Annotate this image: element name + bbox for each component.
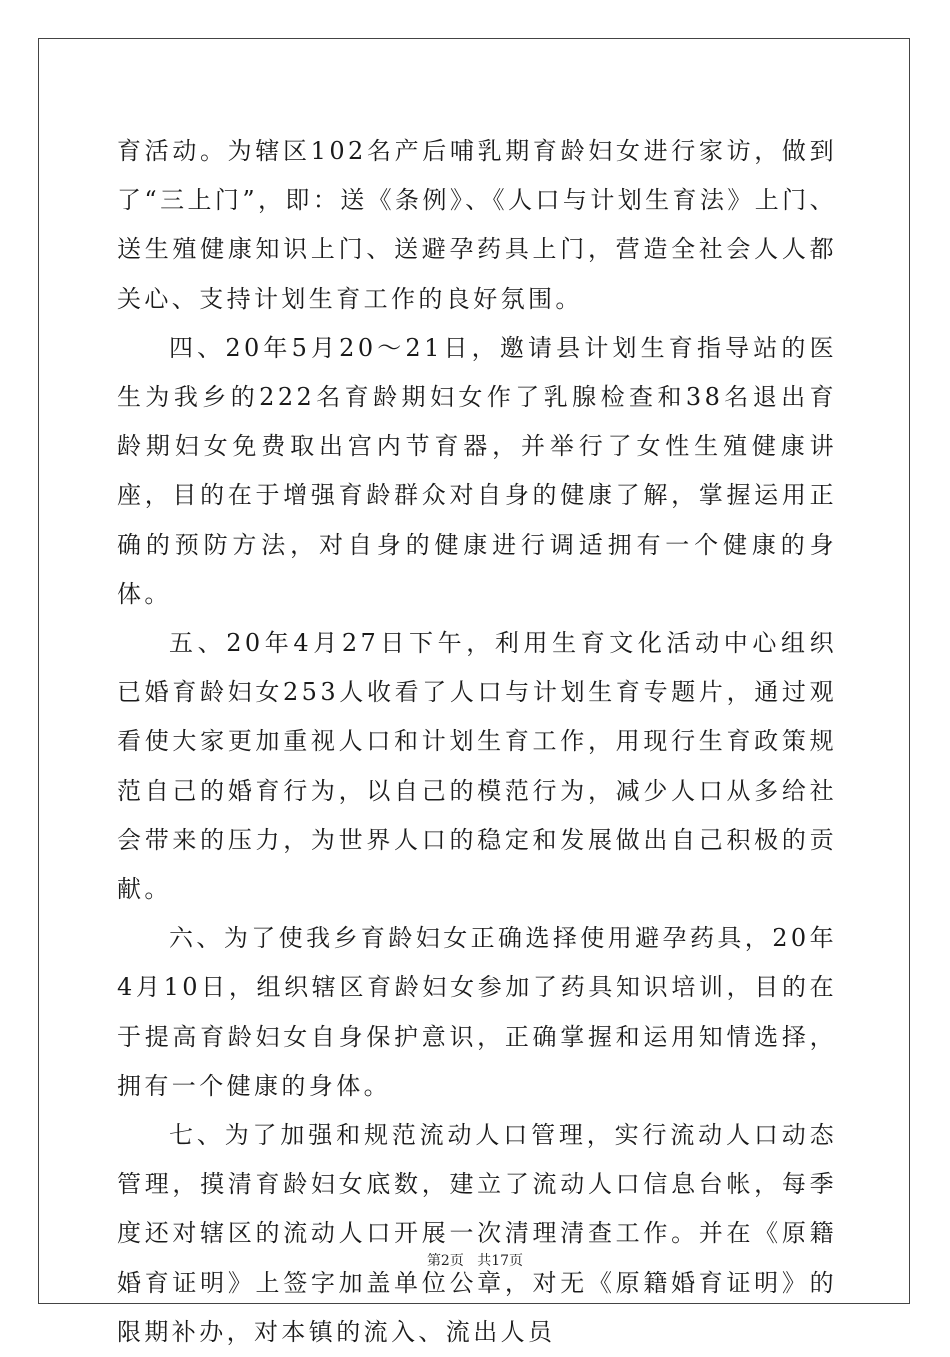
page-footer bbox=[0, 1251, 950, 1271]
document-body bbox=[117, 127, 837, 1357]
paragraph-item-4: 四、20年5月20～21日，邀请县计划生育指导站的医生为我乡的222名育龄期妇女作了乳腺检查和38名退出育龄期妇女免费取出宫内节育器，并举行了女性生殖健康讲座，目的在于增强育龄群众对自身的健康了解，掌握运用正确的预防方法，对自身的健康进行调适拥有一个健康的身体。 bbox=[117, 333, 837, 608]
paragraph-continued: 育活动。为辖区102名产后哺乳期育龄妇女进行家访，做到了“三上门”，即：送《条例》、《人口与计划生育法》上门、送生殖健康知识上门、送避孕药具上门，营造全社会人人都关心、支持计划生育工作的良好氛围。 bbox=[117, 137, 837, 313]
page-number: 第2页 bbox=[426, 1253, 464, 1269]
paragraph-item-6: 六、为了使我乡育龄妇女正确选择使用避孕药具，20年4月10日，组织辖区育龄妇女参加了药具知识培训，目的在于提高育龄妇女自身保护意识，正确掌握和运用知情选择，拥有一个健康的身体。 bbox=[117, 924, 837, 1100]
total-pages: 共17页 bbox=[477, 1253, 524, 1269]
paragraph-item-7: 七、为了加强和规范流动人口管理，实行流动人口动态管理，摸清育龄妇女底数，建立了流动人口信息台帐，每季度还对辖区的流动人口开展一次清理清查工作。并在《原籍婚育证明》上签字加盖单位公章，对无《原籍婚育证明》的限期补办，对本镇的流入、流出人员 bbox=[117, 1121, 837, 1346]
paragraph-item-5: 五、20年4月27日下午，利用生育文化活动中心组织已婚育龄妇女253人收看了人口与计划生育专题片，通过观看使大家更加重视人口和计划生育工作，用现行生育政策规范自己的婚育行为，以自己的模范行为，减少人口从多给社会带来的压力，为世界人口的稳定和发展做出自己积极的贡献。 bbox=[117, 629, 837, 904]
